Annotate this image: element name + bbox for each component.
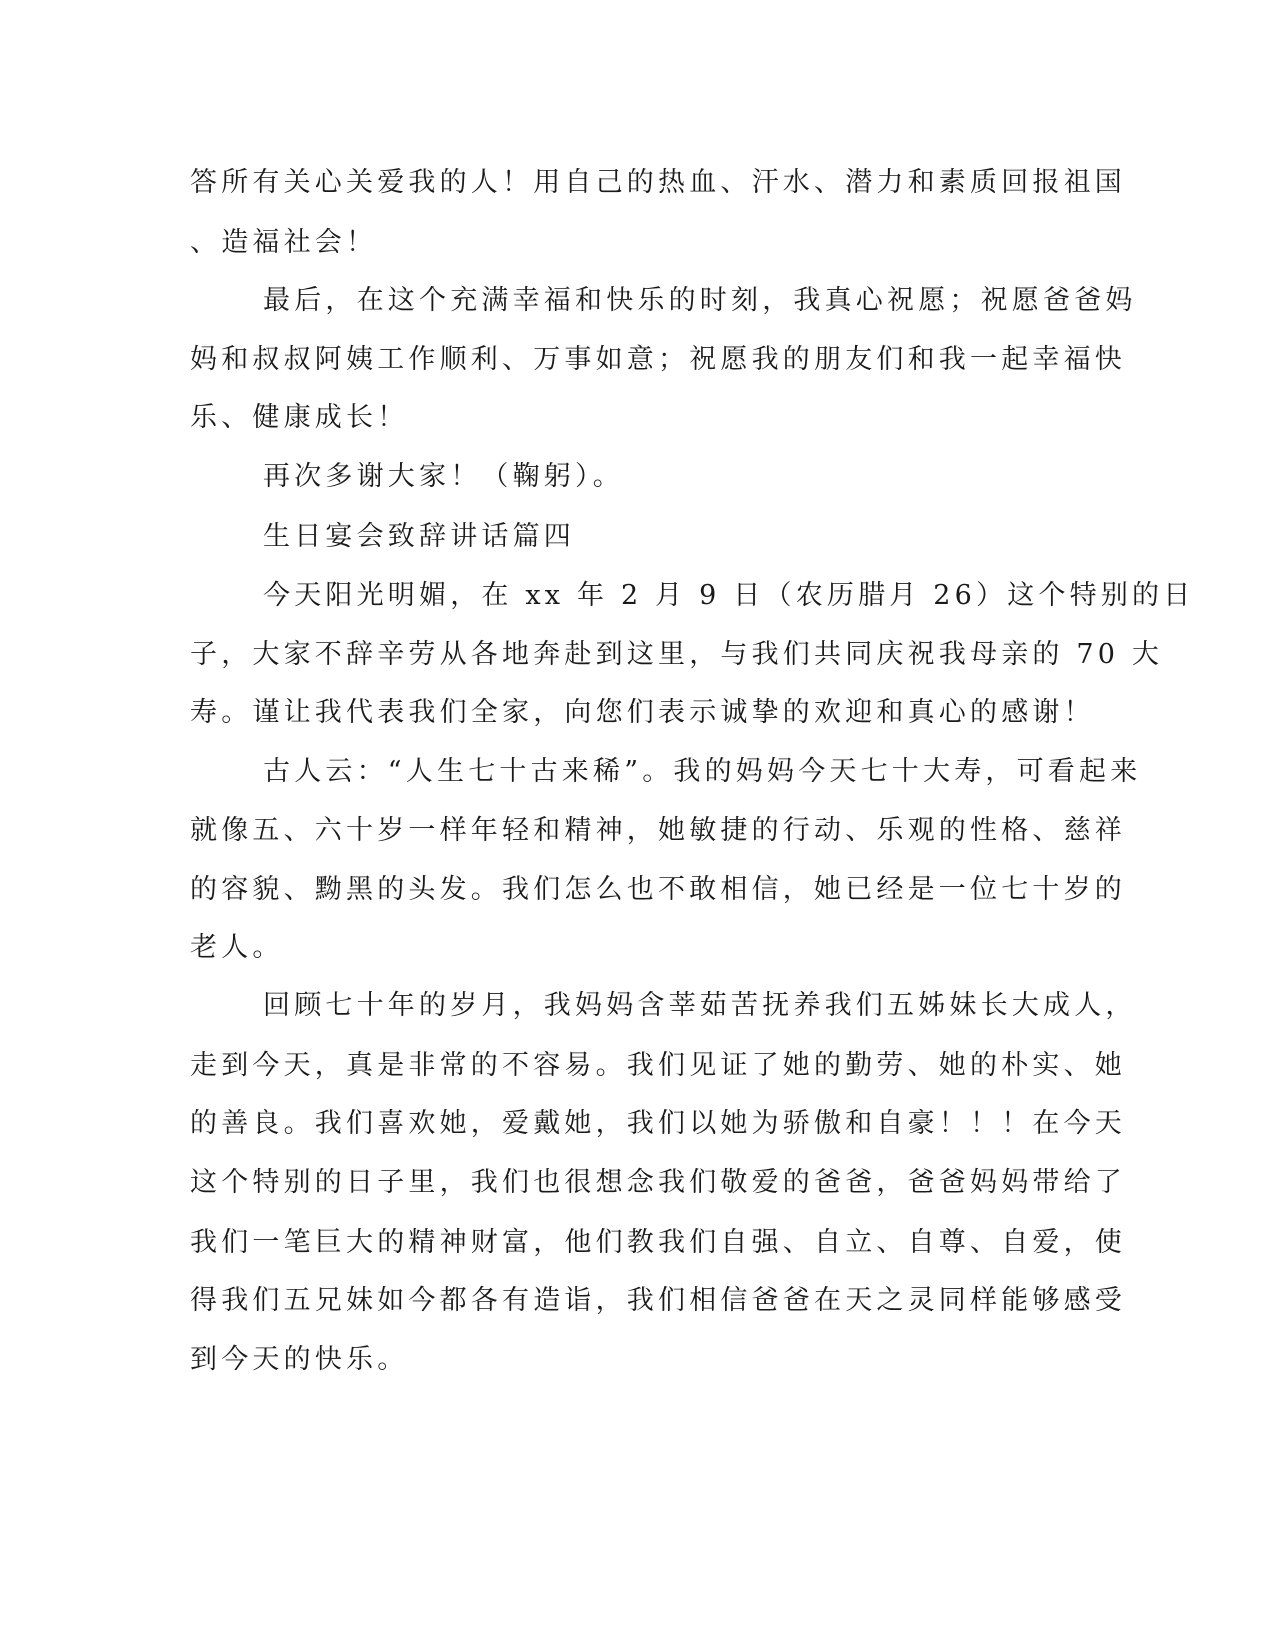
text-line: 的善良。我们喜欢她，爱戴她，我们以她为骄傲和自豪！！！在今天 [190,1108,1126,1139]
text-line: 寿。谨让我代表我们全家，向您们表示诚挚的欢迎和真心的感谢！ [190,697,1095,728]
text-line: 得我们五兄妹如今都各有造诣，我们相信爸爸在天之灵同样能够感受 [190,1285,1126,1316]
text-line: 子，大家不辞辛劳从各地奔赴到这里，与我们共同庆祝我母亲的 70 大 [190,639,1164,670]
text-line: 、造福社会！ [190,227,378,258]
paragraph-start-line: 最后，在这个充满幸福和快乐的时刻，我真心祝愿；祝愿爸爸妈 [263,285,1137,316]
text-line: 就像五、六十岁一样年轻和精神，她敏捷的行动、乐观的性格、慈祥 [190,815,1126,846]
paragraph-start-line: 再次多谢大家！（鞠躬）。 [263,461,624,492]
text-line: 这个特别的日子里，我们也很想念我们敬爱的爸爸，爸爸妈妈带给了 [190,1167,1126,1198]
text-line: 的容貌、黝黑的头发。我们怎么也不敢相信，她已经是一位七十岁的 [190,874,1126,905]
text-line: 妈和叔叔阿姨工作顺利、万事如意；祝愿我的朋友们和我一起幸福快 [190,344,1126,375]
text-line: 乐、健康成长！ [190,402,409,433]
text-line: 我们一笔巨大的精神财富，他们教我们自强、自立、自尊、自爱，使 [190,1227,1126,1258]
paragraph-start-line: 古人云：“人生七十古来稀”。我的妈妈今天七十大寿，可看起来 [263,756,1142,787]
paragraph-start-line: 今天阳光明媚，在 xx 年 2 月 9 日（农历腊月 26）这个特别的日 [263,580,1195,611]
text-line: 答所有关心关爱我的人！用自己的热血、汗水、潜力和素质回报祖国 [190,167,1126,198]
text-line: 老人。 [190,932,284,963]
text-line: 走到今天，真是非常的不容易。我们见证了她的勤劳、她的朴实、她 [190,1050,1126,1081]
text-line: 到今天的快乐。 [190,1344,409,1375]
section-heading: 生日宴会致辞讲话篇四 [263,521,575,552]
paragraph-start-line: 回顾七十年的岁月，我妈妈含莘茹苦抚养我们五姊妹长大成人， [263,990,1137,1021]
